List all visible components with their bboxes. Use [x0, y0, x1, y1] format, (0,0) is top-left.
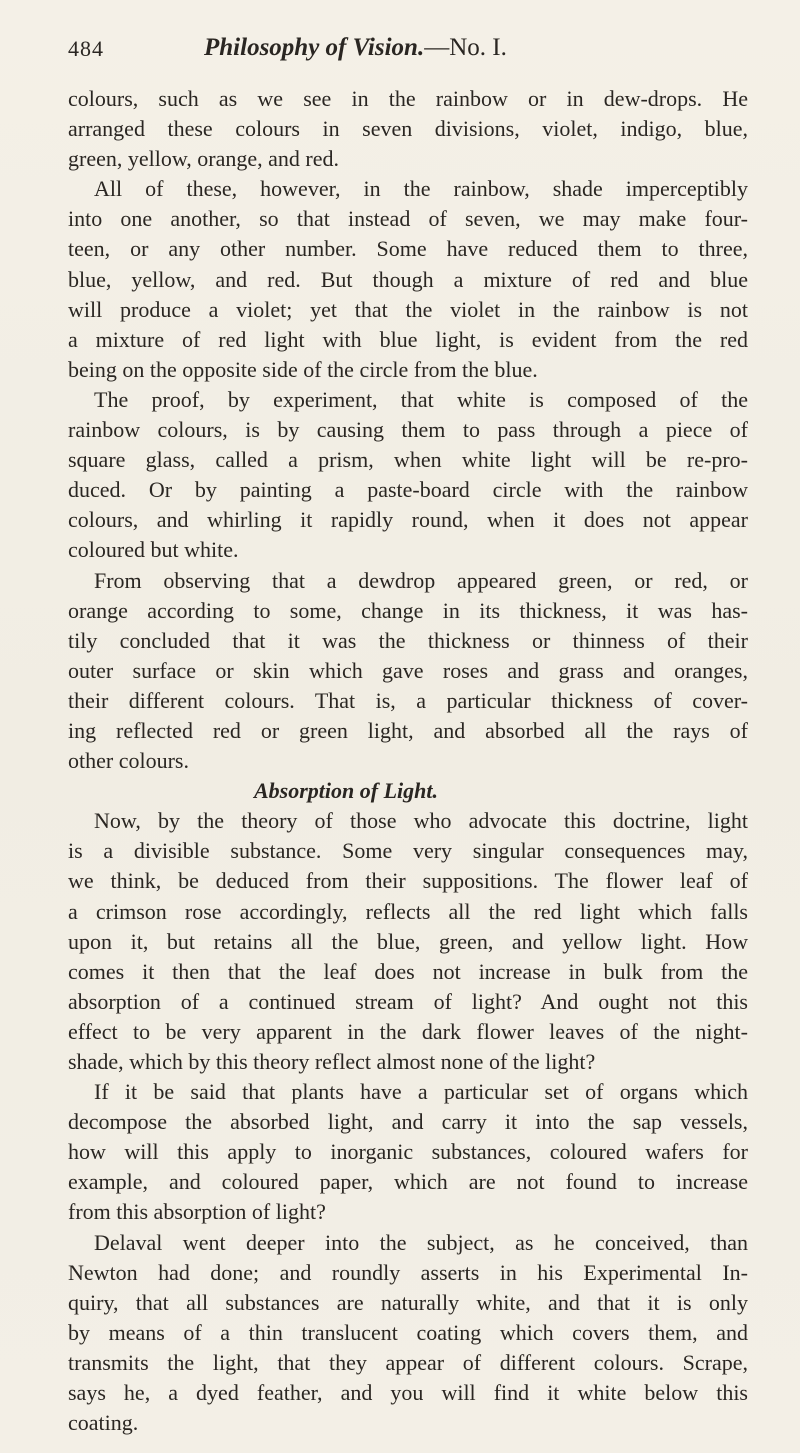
text-line: teen, or any other number. Some have reduced them to three, [68, 236, 748, 262]
text-line: effect to be very apparent in the dark flower leaves of the night- [68, 1018, 748, 1044]
text-line: a crimson rose accordingly, reflects all the red light which falls [68, 898, 748, 924]
text-line: blue, yellow, and red. But though a mixture of red and blue [68, 266, 748, 292]
text-line: comes it then that the leaf does not increase in bulk from the [68, 958, 748, 984]
text-line: absorption of a continued stream of light? And ought not this [68, 988, 748, 1014]
text-line: colours, such as we see in the rainbow or in dew-drops. He [68, 86, 748, 111]
text-line: tily concluded that it was the thickness or thinness of their [68, 627, 748, 653]
text-line: a mixture of red light with blue light, is evident from the red [68, 326, 748, 352]
text-line: orange according to some, change in its thickness, it was has- [68, 597, 748, 623]
section-heading: Absorption of Light. [254, 778, 438, 804]
text-line: by means of a thin translucent coating which covers them, and [68, 1319, 748, 1345]
paragraph-first-line: Now, by the theory of those who advocate this doctrine, light [94, 808, 748, 834]
text-line: transmits the light, that they appear of different colours. Scrape, [68, 1349, 748, 1375]
text-line: colours, and whirling it rapidly round, when it does not appear [68, 507, 748, 533]
running-title [204, 34, 507, 62]
text-line: example, and coloured paper, which are not found to increase [68, 1169, 748, 1195]
running-title-text: Philosophy of Vision. [204, 34, 425, 61]
page-number: 484 [68, 36, 104, 61]
paragraph-first-line: The proof, by experiment, that white is composed of the [94, 386, 748, 412]
paragraph-first-line: From observing that a dewdrop appeared green, or red, or [94, 567, 748, 593]
text-line: rainbow colours, is by causing them to pass through a piece of [68, 417, 748, 443]
text-line: into one another, so that instead of seven, we may make four- [68, 206, 748, 232]
text-line: other colours. [68, 748, 189, 774]
text-line: ing reflected red or green light, and absorbed all the rays of [68, 717, 748, 743]
text-line: will produce a violet; yet that the violet in the rainbow is not [68, 296, 748, 322]
text-line: square glass, called a prism, when white light will be re-pro- [68, 447, 748, 473]
paragraph-first-line: If it be said that plants have a particular set of organs which [94, 1079, 748, 1105]
text-line: decompose the absorbed light, and carry it into the sap vessels, [68, 1109, 748, 1135]
text-line: quiry, that all substances are naturally white, and that it is only [68, 1289, 748, 1315]
text-line: coating. [68, 1410, 139, 1436]
text-line: says he, a dyed feather, and you will find it white below this [68, 1380, 748, 1406]
paragraph-first-line: Delaval went deeper into the subject, as he conceived, than [94, 1229, 748, 1255]
text-line: outer surface or skin which gave roses and grass and oranges, [68, 657, 748, 683]
text-line: their different colours. That is, a particular thickness of cover- [68, 687, 748, 713]
text-line: upon it, but retains all the blue, green, and yellow light. How [68, 928, 748, 954]
body-text [68, 84, 748, 1438]
running-head [68, 30, 748, 70]
text-line: shade, which by this theory reflect almost none of the light? [68, 1049, 596, 1074]
running-title-number: —No. I. [424, 34, 507, 61]
text-line: coloured but white. [68, 537, 239, 563]
text-line: how will this apply to inorganic substances, coloured wafers for [68, 1139, 748, 1165]
text-line: Newton had done; and roundly asserts in his Experimental In- [68, 1259, 748, 1285]
paragraph-first-line: All of these, however, in the rainbow, shade imperceptibly [94, 176, 748, 202]
text-line: duced. Or by painting a paste-board circle with the rainbow [68, 477, 748, 503]
text-line: green, yellow, orange, and red. [68, 146, 340, 172]
text-line: arranged these colours in seven divisions, violet, indigo, blue, [68, 116, 748, 142]
text-line: being on the opposite side of the circle from the blue. [68, 356, 538, 382]
text-line: we think, be deduced from their suppositions. The flower leaf of [68, 868, 748, 894]
text-line: from this absorption of light? [68, 1199, 326, 1225]
text-line: is a divisible substance. Some very singular consequences may, [68, 838, 748, 864]
